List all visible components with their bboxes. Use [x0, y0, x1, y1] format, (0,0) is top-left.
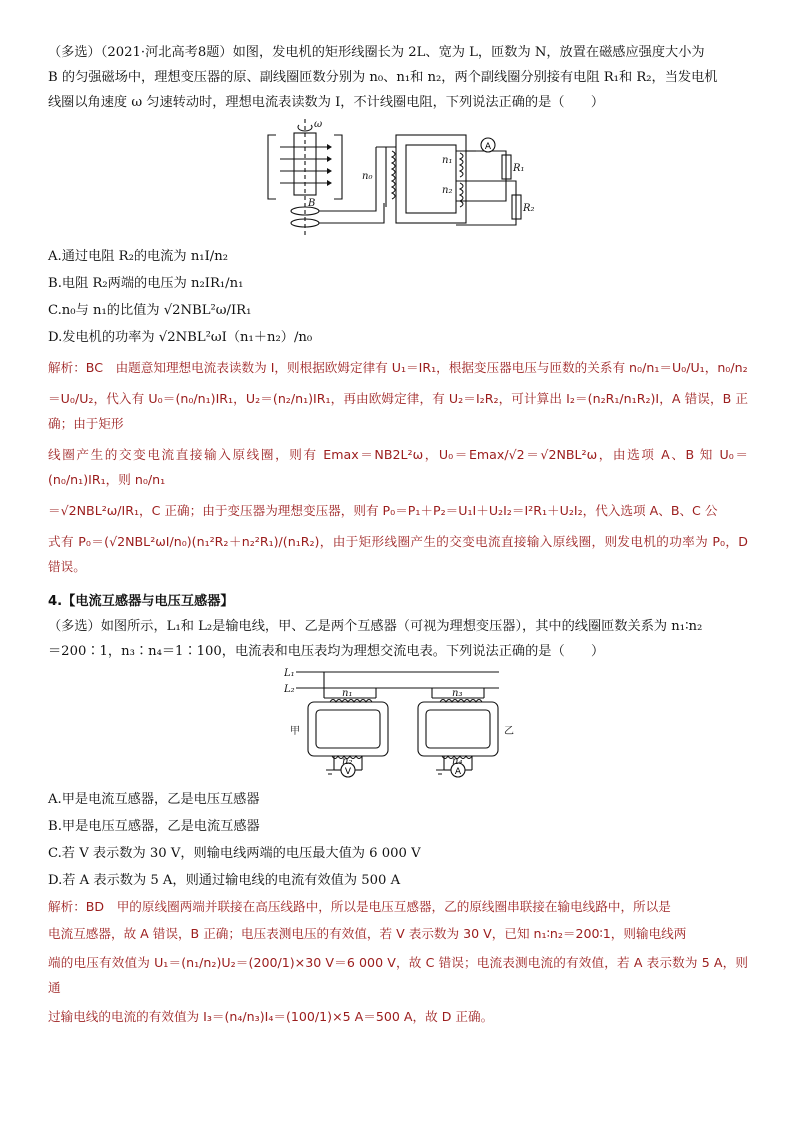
q3-analysis-line-2: ＝U₀/U₂，代入有 U₀＝(n₀/n₁)IR₁，U₂＝(n₂/n₁)IR₁，再由欧姆定律，有 U₂＝I₂R₂，可计算出 I₂＝(n₂R₁/n₁R₂)I，A 错误，B 正确；由于矩形 — [48, 391, 748, 431]
fig1-n1-label: n₁ — [442, 155, 453, 166]
generator-transformer-figure — [266, 117, 541, 239]
q4-analysis-line-2: 电流互感器，故 A 错误，B 正确；电压表测电压的有效值，若 V 表示数为 30 V，已知 n₁∶n₂＝200∶1，则输电线两 — [48, 926, 687, 941]
fig2-ammeter-label: A — [454, 767, 462, 777]
fig2-n1-label: n₁ — [342, 688, 353, 699]
fig2-l2-label: L₂ — [284, 684, 295, 695]
fig1-ammeter-label: A — [484, 142, 492, 152]
q3-analysis — [48, 355, 748, 579]
q4-stem-line-2: ＝200∶1，n₃∶n₄＝1∶100，电流表和电压表均为理想交流电表。下列说法正确的是（ ） — [48, 644, 605, 659]
q3-analysis-line-3: 线圈产生的交变电流直接输入原线圈，则有 Emax＝NB2L²ω，U₀＝Emax/√2＝√2NBL²ω，由选项 A、B 知 U₀＝(n₀/n₁)IR₁，则 n₀/n₁ — [48, 447, 748, 487]
fig1-n2-label: n₂ — [442, 185, 453, 196]
q4-option-c: C.若 V 表示数为 30 V，则输电线两端的电压最大值为 6 000 V — [48, 846, 421, 861]
fig1-omega-label: ω — [314, 119, 323, 130]
q4-option-b: B.甲是电压互感器，乙是电流互感器 — [48, 819, 260, 834]
q3-option-c: C.n₀与 n₁的比值为 √2NBL²ω/IR₁ — [48, 303, 252, 318]
fig1-r2-label: R₂ — [523, 203, 535, 214]
q4-analysis-line-4: 过输电线的电流的有效值为 I₃＝(n₄/n₃)I₄＝(100/1)×5 A＝500 A，故 D 正确。 — [48, 1009, 494, 1024]
fig2-n2-label: n₂ — [342, 756, 353, 767]
q4-heading: 4.【电流互感器与电压互感器】 — [48, 594, 234, 609]
q3-stem-line-1: （多选）（2021·河北高考8题）如图，发电机的矩形线圈长为 2L、宽为 L，匝数为 N，放置在磁感应强度大小为 — [48, 45, 705, 60]
fig1-n0-label: n₀ — [362, 171, 373, 182]
q4-option-a: A.甲是电流互感器，乙是电压互感器 — [48, 792, 260, 807]
document-page — [48, 40, 748, 1029]
fig2-n4-label: n₄ — [452, 756, 463, 767]
q4-analysis-line-3: 端的电压有效值为 U₁＝(n₁/n₂)U₂＝(200/1)×30 V＝6 000 V，故 C 错误；电流表测电流的有效值，若 A 表示数为 5 A，则通 — [48, 955, 748, 995]
q4-option-d: D.若 A 表示数为 5 A，则通过输电线的电流有效值为 500 A — [48, 873, 401, 888]
q3-option-d: D.发电机的功率为 √2NBL²ωI（n₁＋n₂）/n₀ — [48, 330, 313, 345]
q3-stem-line-3: 线圈以角速度 ω 匀速转动时，理想电流表读数为 I，不计线圈电阻，下列说法正确的是（ ） — [48, 95, 605, 110]
fig2-n3-label: n₃ — [452, 688, 463, 699]
instrument-transformer-figure — [284, 666, 524, 786]
q3-analysis-line-1: 解析：BC 由题意知理想电流表读数为 I，则根据欧姆定律有 U₁＝IR₁，根据变压器电压与匝数的关系有 n₀/n₁＝U₀/U₁，n₀/n₂ — [48, 360, 748, 375]
fig1-r1-label: R₁ — [513, 163, 525, 174]
q4-analysis-line-1: 解析：BD 甲的原线圈两端并联接在高压线路中，所以是电压互感器，乙的原线圈串联接在输电线路中，所以是 — [48, 899, 671, 914]
fig2-l1-label: L₁ — [284, 668, 295, 679]
q3-stem-line-2: B 的匀强磁场中，理想变压器的原、副线圈匝数分别为 n₀、n₁和 n₂，两个副线圈分别接有电阻 R₁和 R₂，当发电机 — [48, 70, 718, 85]
q3-analysis-line-5: 式有 P₀＝(√2NBL²ωI/n₀)(n₁²R₂＋n₂²R₁)/(n₁R₂)，由于矩形线圈产生的交变电流直接输入原线圈，则发电机的功率为 P₀，D 错误。 — [48, 534, 748, 574]
fig2-yi-label: 乙 — [504, 726, 514, 737]
fig1-b-label: B — [308, 198, 316, 209]
fig2-jia-label: 甲 — [290, 726, 300, 737]
q4-stem-line-1: （多选）如图所示，L₁和 L₂是输电线，甲、乙是两个互感器（可视为理想变压器），其中的线圈匝数关系为 n₁∶n₂ — [48, 619, 703, 634]
fig2-voltmeter-label: V — [344, 767, 352, 777]
q3-option-a: A.通过电阻 R₂的电流为 n₁I/n₂ — [48, 249, 229, 264]
q3-option-b: B.电阻 R₂两端的电压为 n₂IR₁/n₁ — [48, 276, 244, 291]
q4-analysis — [48, 894, 748, 1029]
q3-analysis-line-4: ＝√2NBL²ω/IR₁，C 正确；由于变压器为理想变压器，则有 P₀＝P₁＋P₂＝U₁I＋U₂I₂＝I²R₁＋U₂I₂，代入选项 A、B、C 公 — [48, 503, 718, 518]
